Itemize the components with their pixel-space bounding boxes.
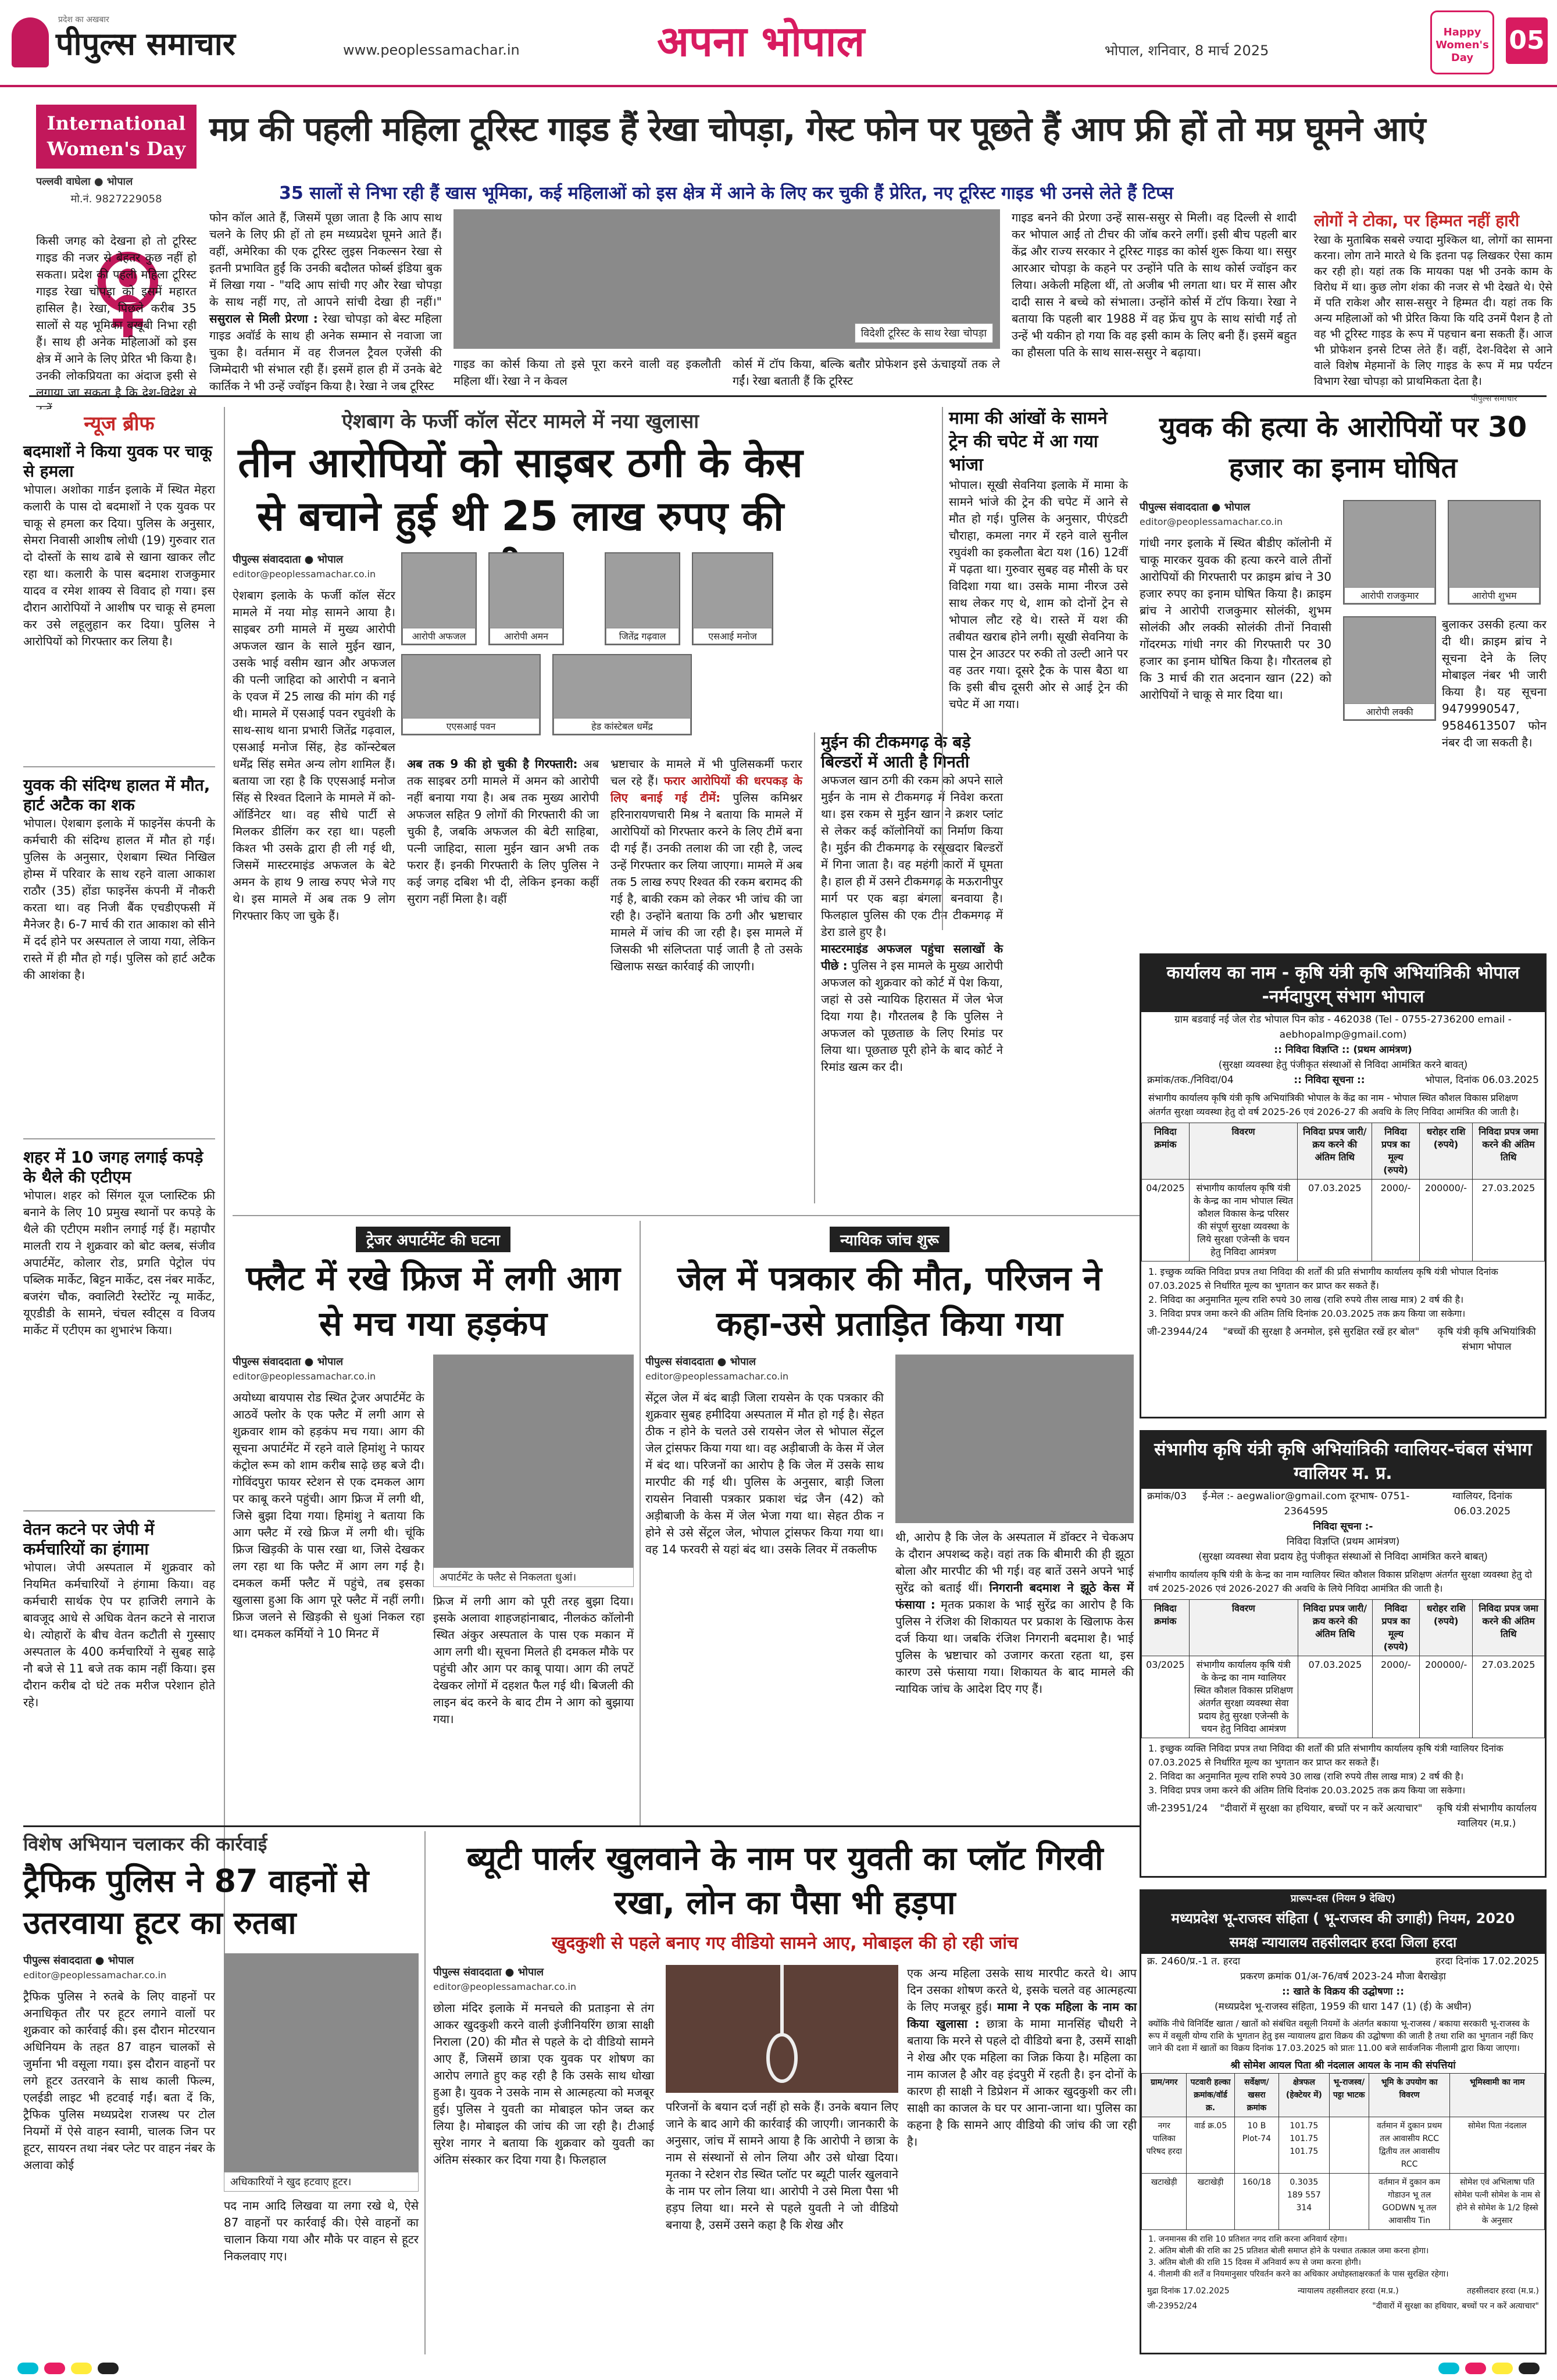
notice-footer-quote: "दीवारों में सुरक्षा का हथियार, बच्चों पर न करें अत्याचार" <box>1220 1803 1423 1814</box>
beauty-col3b-text: छात्रा के मामा मानसिंह चौधरी ने बताया कि मरने से पहले दो वीडियो बना है, उसमें साक्षी ने शेख और एक महिला का जिक्र किया है। महिला का नाम काजल है और वह इंदपुरी में रहती है। इन दोनों के कारण ही साक्षी ने डिप्रेशन में आकर खुदकुशी कर ली। साक्षी का काजल के घर पर आना-जाना था। पुलिस का कहना है कि सामने आए वीडियो की जांच की जा रही है। <box>907 2017 1137 2149</box>
table-row <box>1142 1656 1545 1738</box>
jail-col2-subhead: निगरानी बदमाश ने झूठे केस में फंसाया : <box>895 1581 1134 1611</box>
table-cell <box>1329 2174 1369 2230</box>
notice-address: ग्राम बडवाई नई जेल रोड भोपाल पिन कोड - 462038 (Tel - 0755-2736200 email - aebhopalmp@gmail.com) <box>1174 1014 1512 1041</box>
beauty-col2: परिजनों के बयान दर्ज नहीं हो सके हैं। उनके बयान लिए जाने के बाद आगे की कार्रवाई की जाएगी। जानकारी के अनुसार, जांच में सामने आया है कि आरोपी ने छात्रा के नाम से संस्थानों से लोन लिया और उसे धोखा दिया। मृतका ने स्टेशन रोड स्थित प्लॉट पर ब्यूटी पार्लर खुलवाने के नाम पर लोन लिया था। आरोपी ने उसे मिला पैसा भी हड़प लिया था। मरने से पहले युवती ने जो वीडियो बनाया है, उसमें उसने कहा है कि शेख और <box>666 2100 898 2232</box>
train-head: मामा की आंखों के सामने ट्रेन की चपेट में आ गया भांजा <box>949 408 1108 475</box>
column-rule <box>640 1221 641 1825</box>
beauty-col3 <box>907 1965 1137 2354</box>
wd-col2-text: फोन कॉल आते हैं, जिसमें पूछा जाता है कि आप साथ चलने के लिए फ्री हों तो हम मध्यप्रदेश घूमने आते हैं। वहीं, अमेरिका की एक टूरिस्ट लुइस निकल्सन रेखा से इतनी प्रभावित हुईं कि उनकी बदौलत फोर्ब्स इंडिया बुक में लिखा गया - "यदि आप सांची गए और रेखा चोपड़ा के साथ नहीं गए, तो आपने सांची देखा ही नहीं।" <box>209 210 442 309</box>
fire-mail: editor@peoplessamachar.co.in <box>233 1371 376 1382</box>
wd-col4: गाइड बनने की प्रेरणा उन्हें सास-ससुर से मिली। वह दिल्ली से शादी कर भोपाल आईं तो टीचर की जॉब करने लगीं। इसी बीच पहली बार केंद्र और राज्य सरकार ने टूरिस्ट गाइड का कोर्स शुरू किया था। ससुर आरआर चोपड़ा के कहने पर उन्होंने पति के साथ कोर्स ज्वॉइन कर लिया। अकेली महिला थीं, तो अजीब भी लगता था। घर में सास और दादी सास ने बच्चे को संभाला। उन्होंने कोर्स में टॉप किया। रेखा ने बताया कि पहली बार 1988 में वह फ्रेंच ग्रुप के साथ सांची गईं तो उन्हें भी यकीन हो गया कि वह इसी काम के लिए बनी हैं। इसमें बहुत का हौसला पति के साथ सास-ससुर ने बढ़ाया। <box>1012 210 1297 359</box>
column-rule <box>424 1831 426 2354</box>
table-header: ग्राम/नगर <box>1142 2074 1187 2117</box>
fire-headline: फ्लैट में रखे फ्रिज में लगी आग से मच गया हड़कंप <box>246 1259 620 1343</box>
jail-col2-text: थी, आरोप है कि जेल के अस्पताल में डॉक्टर ने चेकअप के दौरान अपशब्द कहे। वहां तक कि बीमारी की ही झूठा बोला और मारपीट की भी गई। वह बातें उसने अपने भाई सुरेंद्र को बताई थीं। <box>895 1530 1134 1595</box>
notice-term: 2. निविदा का अनुमानित मूल्य राशि रुपये 30 लाख (राशि रुपये तीस लाख मात्र) 2 वर्ष की है। <box>1148 1294 1464 1305</box>
traffic-photo <box>224 1953 419 2192</box>
notice-term: 1. इच्छुक व्यक्ति निविदा प्रपत्र तथा निविदा की शर्तों की प्रति संभागीय कार्यालय कृषि यंत्री भोपाल दिनांक 07.03.2025 से निर्धारित मूल्य का भुगतान कर प्राप्त कर सकते हैं। <box>1148 1266 1498 1291</box>
cyber-photo-strip <box>401 552 808 744</box>
wd-headline: मप्र की पहली महिला टूरिस्ट गाइड हैं रेखा चोपड़ा, गेस्ट फोन पर पूछते हैं आप फ्री हों तो मप्र घूमने आएं <box>209 109 1426 149</box>
table-cell: 27.03.2025 <box>1473 1180 1545 1262</box>
reward-text: गांधी नगर इलाके में स्थित बीडीए कॉलोनी में चाकू मारकर युवक की हत्या करने वाले तीनों आरोपियों की गिरफ्तारी पर क्राइम ब्रांच ने 30 हजार रुपए का इनाम घोषित किया है। क्राइम ब्रांच ने आरोपी राजकुमार सोलंकी, शुभम सोलंकी और लक्की सोलंकी तीनों निवासी गोंदरमऊ गांधी नगर की गिरफ्तारी पर 30 हजार का इनाम घोषित किया है। गौरतलब हो कि 3 मार्च की रात अदनान खान (22) को आरोपियों ने चाकू से मार दिया था। <box>1140 536 1331 702</box>
wd-photo-caption: विदेशी टूरिस्ट के साथ रेखा चोपड़ा <box>855 323 993 343</box>
newspaper-logo[interactable] <box>12 14 326 72</box>
masthead <box>0 0 1557 87</box>
notice-footer-2 <box>1141 2299 1545 2314</box>
table-cell: 10 B Plot-74 <box>1234 2117 1279 2174</box>
table-header: निविदा प्रपत्र जारी/क्रय करने की अंतिम तिथि <box>1298 1600 1373 1656</box>
traffic-mail: editor@peoplessamachar.co.in <box>23 1970 167 1981</box>
notice-term: 1. जनमानस की राशि 10 प्रतिशत नगद राशि करना अनिवार्य रहेगा। <box>1148 2235 1348 2244</box>
photo-caption: आरोपी राजकुमार <box>1344 587 1435 603</box>
notice-title2: समक्ष न्यायालय तहसीलदार हरदा जिला हरदा <box>1141 1930 1545 1954</box>
officer-photo <box>401 654 541 735</box>
table-header-row <box>1142 1123 1545 1180</box>
cyber-col1: ऐशबाग इलाके के फर्जी कॉल सेंटर मामले में नया मोड़ सामने आया है। साइबर ठगी मामले में मुख्य आरोपी अफजल खान के साले मुईन खान, उसके भाई वसीम खान और अफजल की पत्नी जाहिदा को आरोपी न बनाने के एवज में 25 लाख की मांग की गई थी। मामले में एसआई पवन रघुवंशी के साथ-साथ थाना प्रभारी जितेंद्र गढ़वाल, एसआई मनोज सिंह, हेड कॉन्स्टेबल धर्मेंद्र सिंह समेत अन्य लोग शामिल हैं। बताया जा रहा है कि एएसआई मनोज सिंह से रिश्वत दिलाने के मामले में को-ऑर्डिनेटर था। वह सीधे पार्टी से मिलकर डीलिंग कर रहा था। पहली किश्त भी उसके द्वारा ही ली गई थी, जिसमें मास्टरमाइंड अफजल के बेटे अमन के हाथ 9 लाख रुपए भेजे गए थे। इस मामले में अब तक 9 लोग गिरफ्तार किए जा चुके हैं। <box>233 588 395 923</box>
registration-mark <box>1465 2363 1486 2374</box>
accused-photo <box>1343 616 1436 721</box>
news-brief-text: भोपाल। जेपी अस्पताल में शुक्रवार को नियमित कर्मचारियों ने हंगामा किया। वह कर्मचारी सार्थक ऐप पर हाजिरी लगाने के बावजूद आधे से अधिक वेतन कटने से नाराज थे। त्योहारों के बीच वेतन कटौती से गुस्साए अस्पताल के 400 कर्मचारियों ने सुबह साढ़े नौ बजे से 11 बजे तक काम नहीं किया। इस दौरान करीब दो घंटे तक मरीज परेशान होते रहे। <box>23 1560 215 1709</box>
cyber-col2-text: अब तक साइबर ठगी मामले में अमन को आरोपी नहीं बनाया गया है। अब तक मुख्य आरोपी अफजल सहित 9 लोगों की गिरफ्तारी की जा चुकी है, जबकि अफजल की बेटी साहिबा, पत्नी जाहिदा, साला मुईन खान अभी तक फरार हैं। इनकी गिरफ्तारी के लिए पुलिस ने कई जगह दबिश भी दी, लेकिन इनका कहीं सुराग नहीं मिला है। वहीं <box>407 757 599 906</box>
fire-byline: पीपुल्स संवाददाता ● भोपाल <box>233 1356 344 1368</box>
traffic-col1: ट्रैफिक पुलिस ने रुतबे के लिए वाहनों पर अनाधिकृत तौर पर हूटर लगाने वालों पर शुक्रवार को कार्रवाई की। इस दौरान मोटरयान अधिनियम के तहत 87 वाहन चालकों से जुर्माना भी वसूला गया। इस दौरान वाहनों पर लगे हूटर उतरवाने के साथ काली फिल्म, एलईडी लाइट भी हटवाई गईं। बता दें कि, ट्रैफिक पुलिस मध्यप्रदेश राजस्थ पर टोल नियमों में ऐसे वाहन स्वामी, चालक जिन पर हूटर, सायरन तथा नंबर प्लेट पर वाहन नंबर के अलावा कोई <box>23 1989 215 2172</box>
table-header: भूमिस्वामी का नाम <box>1450 2074 1545 2117</box>
table-cell: सोमेश पिता नंदलाल <box>1450 2117 1545 2174</box>
muin-subtext: पुलिस ने इस मामले के मुख्य आरोपी अफजल को शुक्रवार को कोर्ट में पेश किया, जहां से उसे न्यायिक हिरासत में जेल भेज दिया गया है। गौरतलब है कि पुलिस ने अफजल को पूछताछ के लिए रिमांड पर लिया था। पूछताछ पूरी होने के बाद कोर्ट ने रिमांड खत्म कर दी। <box>821 959 1004 1074</box>
beauty-col3-subhead: मामा ने एक महिला के नाम का किया खुलासा : <box>907 2000 1137 2031</box>
notice-date: हरदा दिनांक 17.02.2025 <box>1435 1956 1539 1967</box>
registration-mark <box>1492 2363 1513 2374</box>
table-cell: नगर पालिका परिषद हरदा <box>1142 2117 1187 2174</box>
news-brief-head: शहर में 10 जगह लगाई कपड़े के थैले की एटीएम <box>23 1148 203 1187</box>
table-header-row <box>1142 2074 1545 2117</box>
beauty-photo <box>666 1965 898 2093</box>
notice-line1: निविदा सूचना :- <box>1313 1521 1373 1532</box>
traffic-byline: पीपुल्स संवाददाता ● भोपाल <box>23 1954 134 1967</box>
train-story <box>942 407 1128 930</box>
officer-photo <box>552 654 692 735</box>
wd-credit: पीपुल्स समाचार <box>1471 394 1517 403</box>
reward-headline: युवक की हत्या के आरोपियों पर 30 हजार का इनाम घोषित <box>1159 411 1527 484</box>
table-cell: 03/2025 <box>1142 1656 1190 1738</box>
notice-intro: संभागीय कार्यालय कृषि यंत्री कृषि अभियांत्रिकी भोपाल के केंद्र का नाम - भोपाल स्थित कौशल विकास प्रशिक्षण अंतर्गत सुरक्षा व्यवस्था हेतु दो वर्ष 2025-26 एवं 2026-27 की अवधि के लिए निविदा आमंत्रित की जाती है। <box>1148 1092 1519 1117</box>
notice-terms <box>1141 2230 1545 2283</box>
notice-sub: (मध्यप्रदेश भू-राजस्व संहिता, 1959 की धारा 147 (1) (ई) के अधीन) <box>1215 2001 1472 2013</box>
news-brief-head: वेतन कटने पर जेपी में कर्मचारियों का हंगामा <box>23 1520 155 1559</box>
notice-heading: :: खाते के विक्रय की उद्घोषणा :: <box>1282 1986 1404 1997</box>
site-url[interactable]: www.peoplessamachar.in <box>343 42 520 58</box>
table-header: विवरण <box>1189 1600 1298 1656</box>
notice-footer-ref: जी-23952/24 <box>1147 2302 1198 2311</box>
table-cell: वर्तमान में दुकान कम गोडाउन भू तल GODWN भू तल आवासीय Tin <box>1369 2174 1449 2230</box>
muin-sub <box>821 941 1003 1075</box>
notice-term: 1. इच्छुक व्यक्ति निविदा प्रपत्र तथा निविदा की शर्तों की प्रति संभागीय कार्यालय कृषि यंत्री ग्वालियर दिनांक 07.03.2025 से निर्धारित मूल्य का भुगतान कर प्राप्त कर सकते हैं। <box>1148 1743 1504 1768</box>
muin-text: अफजल खान ठगी की रकम को अपने साले मुईन के नाम से टीकमगढ़ में निवेश करता था। इस रकम से मुईन खान ने क्रशर प्लांट से लेकर कई कॉलोनियों का निर्माण किया है। मुईन की टीकमगढ़ के रसूखदार बिल्डरों में गिना जाता है। वह महंगी कारों में घूमता है। हाल ही में उसने टीकमगढ़ के मऊरानीपुर मार्ग पर एक बड़ा बंगला बनवाया है। फिलहाल पुलिस की एक टीम टीकमगढ़ में डेरा डाले हुए है। <box>821 773 1003 939</box>
section-divider <box>233 1215 1140 1216</box>
jail-photo <box>895 1355 1134 1523</box>
wd-col1: किसी जगह को देखना हो तो टूरिस्ट गाइड की नजर से बेहतर कुछ नहीं हो सकता। प्रदेश की पहली महिला टूरिस्ट गाइड रेखा चोपड़ा को इसमें महारत हासिल है। रेखा, पिछले करीब 35 सालों से यह भूमिका बखूबी निभा रही हैं। साथ ही अनेक महिलाओं को इस क्षेत्र में आने के लिए प्रेरित भी किया है। उनकी लोकप्रियता का अंदाज इसी से लगाया जा सकता है कि देश-विदेश से <box>36 234 197 399</box>
news-brief-head: युवक की संदिग्ध हालत में मौत, हार्ट अटैक का शक <box>23 776 210 814</box>
table-cell: सोमेश एवं अभिलाषा पति सोमेश पत्नी सोमेश के नाम से होने से सोमेश के 1/2 हिस्से के अनुसार <box>1450 2174 1545 2230</box>
table-header: भूमि के उपयोग का विवरण <box>1369 2074 1449 2117</box>
cyber-byline: पीपुल्स संवाददाता ● भोपाल <box>233 553 344 566</box>
cyber-col3-subhead: फरार आरोपियों की धरपकड़ के लिए बनाई गई टीमें: <box>610 774 803 805</box>
table-header: पटवारी हल्का क्रमांक/वॉर्ड क्र. <box>1187 2074 1234 2117</box>
fire-kicker-wrap <box>233 1227 634 1252</box>
wd-under-photo-2: कोर्स में टॉप किया, बल्कि बतौर प्रोफेशन इसे ऊंचाइयों तक ले गईं। रेखा बताती हैं कि टूरिस्ट <box>733 357 1000 388</box>
table-cell: संभागीय कार्यालय कृषि यंत्री के केन्द्र का नाम भोपाल स्थित कौशल विकास केन्द्र परिसर की संपूर्ण सुरक्षा व्यवस्था के लिये सुरक्षा एजेन्सी के चयन हेतु निविदा आमंत्रण <box>1189 1180 1298 1262</box>
jail-headline: जेल में पत्रकार की मौत, परिजन ने कहा-उसे प्रताड़ित किया गया <box>677 1259 1102 1343</box>
notice-sign2: तहसीलदार हरदा (म.प्र.) <box>1466 2286 1539 2296</box>
photo-caption: एएसआई पवन <box>402 718 540 734</box>
notice-table <box>1141 1599 1545 1738</box>
photo-caption: आरोपी लक्की <box>1344 703 1435 720</box>
notice-footer-ref: जी-23951/24 <box>1147 1803 1208 1814</box>
table-cell: 101.75 101.75 101.75 <box>1279 2117 1329 2174</box>
table-cell: वर्तमान में दुकान प्रथम तल आवासीय RCC द्वितीय तल आवासीय RCC <box>1369 2117 1449 2174</box>
notice-signature: कृषि यंत्री कृषि अभियांत्रिकी संभाग भोपाल <box>1437 1326 1536 1353</box>
photo-caption: आरोपी अफजल <box>402 628 476 644</box>
beauty-byline: पीपुल्स संवाददाता ● भोपाल <box>433 1966 544 1978</box>
table-cell: वार्ड क्र.05 <box>1187 2117 1234 2174</box>
dateline: भोपाल, शनिवार, 8 मार्च 2025 <box>1105 42 1269 59</box>
news-brief-text: भोपाल। अशोका गार्डन इलाके में स्थित मेहरा कलारी के पास दो बदमाशों ने एक युवक पर चाकू से हमला कर दिया। पुलिस के अनुसार, सेमरा निवासी आशीष लोधी (19) गुरुवार रात दो दोस्तों के साथ ढाबे से खाना खाकर लौट रहा था। कलारी के पास बदमाश राजकुमार यादव व रमेश शाक्य से विवाद हो गया। इस दौरान आरोपियों ने आशीष पर चाकू से हमला कर उसे लहूलुहान कर दिया। पुलिस ने आरोपियों को गिरफ्तार कर लिया है। <box>23 483 215 648</box>
reward-mail: editor@peoplessamachar.co.in <box>1140 516 1283 527</box>
table-header: निविदा प्रपत्र जारी/क्रय करने की अंतिम तिथि <box>1298 1123 1372 1180</box>
notice-date: भोपाल, दिनांक 06.03.2025 <box>1425 1074 1539 1086</box>
jail-col2 <box>895 1529 1134 1820</box>
news-brief-item <box>23 1139 215 1511</box>
cyber-headline: तीन आरोपियों को साइबर ठगी के केस से बचाने हुई थी 25 लाख रुपए की <box>238 439 803 540</box>
notice-title-top: प्रारूप-दस (नियम 9 देखिए) <box>1141 1891 1545 1906</box>
notice-term: 2. अंतिम बोली की राशि का 25 प्रतिशत बोली समाप्त होने के पश्चात तत्काल जमा करना होगा। <box>1148 2246 1429 2256</box>
traffic-photo-caption: अधिकारियों ने खुद हटवाए हूटर। <box>224 2172 419 2192</box>
notice-date: ग्वालियर, दिनांक 06.03.2025 <box>1452 1491 1512 1517</box>
registration-mark <box>1519 2363 1540 2374</box>
notice-ref: क्र. 2460/प्र.-1 त. हरदा <box>1147 1956 1241 1967</box>
cyber-col2 <box>407 756 599 1203</box>
table-header: विवरण <box>1189 1123 1298 1180</box>
beauty-col3-text: एक अन्य महिला उसके साथ मारपीट करते थे। आप दिन उसका शोषण करते थे, इसके चलते वह आत्महत्या के लिए मजबूर हुई। <box>907 1966 1137 2014</box>
notice-footer <box>1141 2283 1545 2299</box>
officer-photo <box>605 552 680 645</box>
photo-caption: आरोपी अमन <box>490 628 563 644</box>
jail-kicker: न्यायिक जांच शुरू <box>830 1227 949 1252</box>
table-header: निविदा क्रमांक <box>1142 1600 1190 1656</box>
notice-terms <box>1141 1262 1545 1324</box>
wd-photo <box>453 209 1000 349</box>
table-header: क्षेत्रफल (हेक्टेयर में) <box>1279 2074 1329 2117</box>
cyber-col3b-text: पुलिस कमिश्नर हरिनारायणचारी मिश्र ने बताया कि मामले में आरोपियों को गिरफ्तार करने के लिए टीमें बना दी गई हैं। उनकी तलाश की जा रही है, जल्द उन्हें गिरफ्तार कर लिया जाएगा। मामले में अब तक 5 लाख रुपए रिश्वत की रकम बरामद की गई है, बाकी रकम को लेकर भी जांच की जा रही है। उन्होंने बताया कि ठगी और भ्रष्टाचार मामले में जांच की जा रही है। इस मामले में जिसकी भी संलिप्तता पाई जाती है तो उसके खिलाफ सख्त कार्रवाई की जाएगी। <box>610 791 803 973</box>
table-cell <box>1329 2117 1369 2174</box>
notice-term: 4. नीलामी की शर्तें व नियमानुसार परिवर्तन करने का अधिकार अधोहस्ताक्षरकर्ता के पास सुरक्षित रहेगा। <box>1148 2270 1449 2279</box>
notice-term: 2. निविदा का अनुमानित मूल्य राशि रुपये 30 लाख (राशि रुपये तीस लाख मात्र) 2 वर्ष की है। <box>1148 1771 1464 1782</box>
cyber-kicker: ऐशबाग के फर्जी कॉल सेंटर मामले में नया खुलासा <box>341 410 699 433</box>
table-header-row <box>1142 1600 1545 1656</box>
notice-title: मध्यप्रदेश भू-राजस्व संहिता ( भू-राजस्व की उगाही) नियम, 2020 <box>1141 1906 1545 1930</box>
officer-photo <box>692 552 773 645</box>
notice-signature: कृषि यंत्री संभागीय कार्यालय ग्वालियर (म.प्र.) <box>1437 1803 1537 1829</box>
registration-mark <box>98 2363 119 2374</box>
notice-table <box>1141 1123 1545 1262</box>
table-cell: 2000/- <box>1372 1656 1419 1738</box>
registration-mark <box>17 2363 38 2374</box>
table-row <box>1142 2174 1545 2230</box>
tender-notice-bhopal <box>1140 953 1547 1418</box>
section-divider <box>23 1825 1140 1827</box>
notice-ref: क्रमांक/तक./निविदा/04 <box>1147 1074 1234 1086</box>
photo-caption: एसआई मनोज <box>693 628 772 644</box>
news-brief-head: बदमाशों ने किया युवक पर चाकू से हमला <box>23 442 212 481</box>
cyber-col3-text: भ्रष्टाचार के मामले में भी पुलिसकर्मी फरार चल रहे हैं। <box>610 757 802 788</box>
muin-subhead: मास्टरमाइंड अफजल पहुंचा सलाखों के पीछे : <box>821 942 1003 973</box>
table-cell: 200000/- <box>1420 1656 1473 1738</box>
fire-col1: अयोध्या बायपास रोड स्थित ट्रेजर अपार्टमेंट के आठवें फ्लोर के एक फ्लैट में लगी आग से शुक्रवार शाम को हड़कंप मच गया। आग की सूचना अपार्टमेंट में रहने वाले हिमांशु ने फायर कंट्रोल रूम को शाम करीब साढ़े छह बजे दी। गोविंदपुरा फायर स्टेशन से एक दमकल आग पर काबू करने पहुंची। आग फ्रिज में लगी थी, जिसे बुझा दिया गया। हिमांशु ने बताया कि आग फ्लैट में रखे फ्रिज में लगी थी। चूंकि फ्रिज खिड़की के पास रखा था, जिसे देखकर लग रहा था कि फ्लैट में आग लग गई है। दमकल कर्मी फ्लैट में पहुंचे, तब इसका खुलासा हुआ कि आग पूरे फ्लैट में नहीं लगी। फ्रिज जलने से खिड़की से धुआं निकल रहा था। दमकल कर्मियों ने 10 मिनट में <box>233 1391 424 1641</box>
cyber-col3 <box>610 756 802 1203</box>
table-row <box>1142 1180 1545 1262</box>
table-header: निविदा प्रपत्र का मूल्य (रुपये) <box>1372 1123 1420 1180</box>
table-cell: 07.03.2025 <box>1298 1656 1373 1738</box>
wd-under-photo-1: गाइड का कोर्स किया तो इसे पूरा करने वाली वह इकलौती महिला थीं। रेखा ने न केवल <box>453 357 721 388</box>
jail-byline: पीपुल्स संवाददाता ● भोपाल <box>645 1356 756 1368</box>
fire-photo-caption: अपार्टमेंट के फ्लैट से निकलता धुआं। <box>433 1567 634 1587</box>
noose-icon <box>765 1965 799 2093</box>
table-row <box>1142 2117 1545 2174</box>
cyber-mail: editor@peoplessamachar.co.in <box>233 569 376 580</box>
wd-side-text: रेखा के मुताबिक सबसे ज्यादा मुश्किल था, लोगों का सामना करना। लोग ताने मारते थे कि इतना पढ़ लिखकर ऐसा काम कर रही हो। यहां तक कि मायका पक्ष भी उनके काम के विरोध में था। कुछ लोग शंका की नजर से भी देखते थे। ऐसे में पति राकेश और सास-ससुर ने हिम्मत दी। यहां तक कि अन्य महिलाओं को भी प्रेरित किया कि यदि उनमें पैशन है तो वह भी टूरिस्ट गाइड के रूप में पहचान बना सकती हैं। आज भी प्रोफेशन इनसे टिप्स लेते हैं। वहीं, देश-विदेश से आने वाले विशेष मेहमानों के लिए गाइड के रूप में मप्र पर्यटन विभाग रेखा चोपड़ा को प्राथमिकता देता है। <box>1314 234 1552 388</box>
section-divider <box>29 395 1547 397</box>
accused-photo <box>1448 500 1541 605</box>
notice-intro: संभागीय कार्यालय कृषि यंत्री के केन्द्र का नाम ग्वालियर स्थित कौशल विकास प्रशिक्षण अंतर्गत सुरक्षा व्यवस्था हेतु दो वर्ष 2025-2026 एवं 2026-2027 की अवधि के लिये निविदा आमंत्रित की जाती है। <box>1148 1569 1533 1594</box>
news-brief-item <box>23 1511 215 1860</box>
notice-line3: (सुरक्षा व्यवस्था सेवा प्रदाय हेतु पंजीकृत संस्थाओं से निविदा आमंत्रित करने बाबत्) <box>1198 1551 1488 1563</box>
photo-caption: जितेंद्र गढ़वाल <box>606 628 679 644</box>
notice-term: 3. अंतिम बोली की राशि 15 दिवस में अनिवार्य रूप से जमा करना होगी। <box>1148 2258 1362 2267</box>
table-header: सर्वेक्षण/खसरा क्रमांक <box>1234 2074 1279 2117</box>
notice-intro: क्योंकि नीचे विनिर्दिष्ट खाता / खातों को संबंधित वसूली नियमों के अंतर्गत बकाया भू-राजस्व / बकाया सरकारी भू-राजस्व के रूप में वसूली योग्य राशि के भुगतान हेतु इस न्यायालय द्वारा विक्रय की उद्घोषणा की जाती है तथा राशि का भुगतान नहीं किए जाने की दशा में खातों का विक्रय दिनांक 17.03.2025 को प्रातः 11.00 बजे सार्वजनिक नीलामी द्वारा किया जाएगा। <box>1148 2018 1534 2053</box>
train-text: भोपाल। सूखी सेवनिया इलाके में मामा के सामने भांजे की ट्रेन की चपेट में आने से मौत हो गई। पुलिस के अनुसार, पीएंडटी चौराहा, कमला नगर में रहने वाले सुनील रघुवंशी का इकलौता बेटा यश (16) 12वीं में पढ़ता था। गुरुवार सुबह वह मौसी के घर विदिशा गया था। उसके मामा नीरज उसे साथ लेकर गए थे, शाम को दोनों ट्रेन से भोपाल लौट रहे थे। रास्ते में यश की तबीयत खराब होने लगी। सूखी सेवनिया के पास ट्रेन आउटर पर रुकी तो उल्टी आने पर वह उतर गया। दूसरे ट्रैक के पास बैठा था कि इसी बीच दूसरी ओर से आई ट्रेन की चपेट में आ गया। <box>949 478 1128 711</box>
tender-notice-gwalior <box>1140 1430 1547 1878</box>
traffic-headline: ट्रैफिक पुलिस ने 87 वाहनों से उतरवाया हूटर का रुतबा <box>23 1863 369 1941</box>
news-brief-item <box>23 767 215 1139</box>
notice-ref-row <box>1141 1489 1545 1519</box>
wd-phone: मो.नं. 9827229058 <box>70 193 162 205</box>
traffic-kicker: विशेष अभियान चलाकर की कार्रवाई <box>23 1833 267 1855</box>
table-header: धरोहर राशि (रुपये) <box>1420 1600 1473 1656</box>
news-brief-list <box>23 442 215 1860</box>
notice-contact: ई-मेल :- aegwalior@gmail.com दूरभाष- 0751-2364595 <box>1202 1491 1410 1517</box>
table-cell: खटाखेड़ी <box>1142 2174 1187 2230</box>
traffic-col2: पद नाम आदि लिखवा या लगा रखे थे, ऐसे 87 वाहनों पर कार्रवाई की। ऐसे वाहनों का चालान किया गया और मौके पर वाहन से हूटर निकलवाए गए। <box>224 2199 419 2263</box>
jail-kicker-wrap <box>645 1227 1134 1252</box>
news-brief-title: न्यूज ब्रीफ <box>23 409 215 436</box>
notice-line2: (सुरक्षा व्यवस्था हेतु पंजीकृत संस्थाओं से निविदा आमंत्रित करने बावत्) <box>1218 1059 1468 1071</box>
cyber-col2-subhead: अब तक 9 की हो चुकी है गिरफ्तारी: <box>407 757 578 771</box>
notice-owner: श्री सोमेश आयल पिता श्री नंदलाल आयल के नाम की संपत्तियां <box>1230 2060 1456 2071</box>
table-header: निविदा प्रपत्र का मूल्य (रुपये) <box>1372 1600 1419 1656</box>
land-auction-notice <box>1140 1889 1547 2354</box>
notice-footer-left: मुद्रा दिनांक 17.02.2025 <box>1147 2286 1230 2296</box>
registration-mark <box>71 2363 92 2374</box>
table-cell: 04/2025 <box>1142 1180 1190 1262</box>
reward-byline: पीपुल्स संवाददाता ● भोपाल <box>1140 501 1251 513</box>
accused-photo <box>1343 500 1436 605</box>
fire-kicker: ट्रेजर अपार्टमेंट की घटना <box>356 1227 510 1252</box>
photo-caption: हेड कांस्टेबल धर्मेंद्र <box>553 718 691 734</box>
notice-label: :: निविदा सूचना :: <box>1294 1074 1365 1086</box>
notice-footer <box>1141 1801 1545 1831</box>
notice-case-no: प्रकरण क्रमांक 01/अ-76/वर्ष 2023-24 मौजा बैराखेड़ा <box>1240 1971 1446 1982</box>
page-number: 05 <box>1506 17 1548 64</box>
notice-footer <box>1141 1324 1545 1355</box>
table-cell: 0.3035 189 557 314 <box>1279 2174 1329 2230</box>
reward-text2: बुलाकर उसकी हत्या कर दी थी। क्राइम ब्रांच ने सूचना देने के लिए मोबाइल नंबर भी जारी किया है। यह सूचना 9479990547, 9584613507 फोन नंबर दी जा सकती है। <box>1442 617 1547 749</box>
wd-byline: पल्लवी वाघेला ● भोपाल <box>36 176 133 188</box>
registration-mark <box>44 2363 65 2374</box>
table-header: निविदा प्रपत्र जमा करने की अंतिम तिथि <box>1473 1123 1545 1180</box>
beauty-subheadline: खुदकुशी से पहले बनाए गए वीडियो सामने आए, मोबाइल की हो रही जांच <box>551 1933 1019 1953</box>
wd-side-head: लोगों ने टोका, पर हिम्मत नहीं हारी <box>1314 211 1520 230</box>
news-brief-text: भोपाल। ऐशबाग इलाके में फाइनेंस कंपनी के कर्मचारी की संदिग्ध हालत में मौत हो गई। पुलिस के अनुसार, ऐशबाग स्थित निखिल होम्स में परिवार के साथ रहने वाला आकाश राठौर (35) होंडा फाइनेंस कंपनी में नौकरी करता था। वह निजी बैंक एचडीएफसी में मैनेजर है। 6-7 मार्च की रात आकाश को सीने में दर्द होने पर अस्पताल ले जाया गया, लेकिन रास्ते में ही मौत हो गई। पुलिस को हार्ट अटैक की आशंका है। <box>23 816 215 982</box>
beauty-col1: छोला मंदिर इलाके में मनचले की प्रताड़ना से तंग आकर खुदकुशी करने वाली इंजीनियरिंग छात्रा साक्षी निराला (20) की मौत से पहले के दो वीडियो सामने आए हैं, जिसमें छात्रा एक युवक पर शोषण का आरोप लगाते हुए कह रही है कि उसके साथ धोखा हुआ है। युवक ने उसके नाम से आत्महत्या को मजबूर हुई। पुलिस ने युवती का मोबाइल फोन जब्त कर लिया है। मोबाइल की जांच की जा रही है। टीआई सुरेश नागर ने बताया कि शुक्रवार को युवती का अंतिम संस्कार कर दिया गया है। फिलहाल <box>433 2001 654 2167</box>
table-cell: खटाखेड़ी <box>1187 2174 1234 2230</box>
notice-footer-ref: जी-23944/24 <box>1147 1326 1208 1338</box>
muin-head: मुईन की टीकमगढ़ के बड़े बिल्डरों में आती है गिनती <box>821 732 971 771</box>
registration-mark <box>1438 2363 1459 2374</box>
table-cell: 2000/- <box>1372 1180 1420 1262</box>
accused-photo <box>488 552 564 645</box>
beauty-mail: editor@peoplessamachar.co.in <box>433 1981 577 1992</box>
notice-ref: क्रमांक/03 <box>1147 1491 1187 1502</box>
notice-sign1: न्यायालय तहसीलदार हरदा (म.प्र.) <box>1297 2286 1399 2296</box>
table-cell: 160/18 <box>1234 2174 1279 2230</box>
news-brief-text: भोपाल। शहर को सिंगल यूज प्लास्टिक फ्री बनाने के लिए 10 प्रमुख स्थानों पर कपड़े के थैले की एटीएम मशीन लगाई गई हैं। महापौर मालती राय ने शुक्रवार को बोट क्लब, संजीव अपार्टमेंट, कोलार रोड, प्रगति पेट्रोल पंप पब्लिक मार्केट, बिट्टन मार्केट, दस नंबर मार्केट, बजरंग चौक, क्वालिटी रेस्टोरेंट न्यू मार्केट, यूएडीडी के सामने, चंचल स्वीट्स व विजय मार्केट में एटीएम का शुभारंभ किया। <box>23 1188 215 1337</box>
notice-footer-quote: "बच्चों की सुरक्षा है अनमोल, इसे सुरक्षित रखें हर बोल" <box>1223 1326 1420 1338</box>
table-cell: संभागीय कार्यालय कृषि यंत्री के केन्द्र का नाम ग्वालियर स्थित कौशल विकास प्रशिक्षण अंतर्गत सुरक्षा व्यवस्था सेवा प्रदाय हेतु सुरक्षा एजेन्सी के चयन हेतु निविदा आमंत्रण <box>1189 1656 1298 1738</box>
notice-footer-quote: "दीवारों में सुरक्षा का हथियार, बच्चों पर न करें अत्याचार" <box>1372 2302 1539 2311</box>
notice-line2: निविदा विज्ञप्ति (प्रथम आमंत्रण) <box>1286 1536 1400 1548</box>
womens-day-label: International Women's Day <box>36 105 197 169</box>
wd-subheadline: 35 सालों से निभा रही हैं खास भूमिका, कई महिलाओं को इस क्षेत्र में आने के लिए कर चुकी हैं प्रेरित, नए टूरिस्ट गाइड भी उनसे लेते हैं टिप्स <box>279 183 1173 203</box>
notice-table <box>1141 2073 1545 2230</box>
section-title: अपना भोपाल <box>657 17 865 66</box>
notice-ref-row <box>1141 1073 1545 1088</box>
accused-photo <box>401 552 477 645</box>
photo-caption: आरोपी शुभम <box>1449 587 1540 603</box>
notice-title: कार्यालय का नाम - कृषि यंत्री कृषि अभियांत्रिकी भोपाल -नर्मदापुरम् संभाग भोपाल <box>1141 955 1545 1012</box>
table-header: निविदा प्रपत्र जमा करने की अंतिम तिथि <box>1473 1600 1545 1656</box>
table-cell: 200000/- <box>1419 1180 1472 1262</box>
wd-col2b-text: रेखा चोपड़ा को बेस्ट महिला गाइड अवॉर्ड के साथ ही अनेक सम्मान से नवाजा जा चुका है। वर्तमान में वह रीजनल ट्रैवल एजेंसी की जिम्मेदारी भी संभाल रही हैं। इसमें हाल ही में उनके बेटे कार्तिक ने भी उन्हें ज्वॉइन किया है। रेखा ने जब टूरिस्ट <box>209 312 442 393</box>
jail-col2b-text: मृतक प्रकाश के भाई सुरेंद्र का आरोप है कि पुलिस ने रंजिश की शिकायत पर प्रकाश के खिलाफ केस दर्ज किया था। जबकि रंजिश निगरानी बदमाश है। भाई पुलिस के भ्रष्टाचार को उजागर करता रहता था, इस कारण उसे फंसाया गया। शिकायत के बाद मामले की न्यायिक जांच के आदेश दिए गए हैं। <box>895 1598 1134 1696</box>
logo-text: पीपुल्स समाचार <box>56 26 235 62</box>
table-header: निविदा क्रमांक <box>1142 1123 1190 1180</box>
notice-title: संभागीय कृषि यंत्री कृषि अभियांत्रिकी ग्वालियर-चंबल संभाग ग्वालियर म. प्र. <box>1141 1432 1545 1489</box>
notice-term: 3. निविदा प्रपत्र जमा करने की अंतिम तिथि दिनांक 20.03.2025 तक क्रय किया जा सकेगा। <box>1148 1785 1466 1796</box>
fire-photo <box>433 1355 634 1587</box>
notice-ref-row <box>1141 1954 1545 1969</box>
table-cell: 27.03.2025 <box>1473 1656 1545 1738</box>
logo-tagline: प्रदेश का अखबार <box>58 15 109 24</box>
notice-terms <box>1141 1738 1545 1801</box>
wd-col2-subhead: ससुराल से मिली प्रेरणा : <box>209 312 318 326</box>
beauty-headline: ब्यूटी पार्लर खुलवाने के नाम पर युवती का प्लॉट गिरवी रखा, लोन का पैसा भी हड़पा <box>466 1840 1104 1922</box>
jail-mail: editor@peoplessamachar.co.in <box>645 1371 789 1382</box>
table-header: भू-राजस्व/ पट्टा भाटक <box>1329 2074 1369 2117</box>
news-brief-item <box>23 442 215 767</box>
notice-term: 3. निविदा प्रपत्र जमा करने की अंतिम तिथि दिनांक 20.03.2025 तक क्रय किया जा सकेगा। <box>1148 1308 1466 1319</box>
table-header: धरोहर राशि (रुपये) <box>1419 1123 1472 1180</box>
wd-col2 <box>209 209 442 393</box>
jail-col1: सेंट्रल जेल में बंद बाड़ी जिला रायसेन के एक पत्रकार की शुक्रवार सुबह हमीदिया अस्पताल में मौत हो गई है। सेहत ठीक न होने के चलते उसे रायसेन जेल से भोपाल सेंट्रल जेल ट्रांसफर किया गया था। वह अड़ीबाजी के केस में जेल में बंद था। परिजनों का आरोप है कि जेल में उसके साथ मारपीट की गई थी। पुलिस के अनुसार, बाड़ी जिला रायसेन निवासी पत्रकार प्रकाश चंद्र जैन (42) को अड़ीबाजी के केस में जेल भेजा गया था। सेहत ठीक न होने से उसे सेंट्रल जेल, भोपाल ट्रांसफर किया गया था। वह 14 फरवरी से यहां बंद था। उसके लिवर में तकलीफ <box>645 1391 884 1556</box>
notice-line1: :: निविदा विज्ञप्ति :: (प्रथम आमंत्रण) <box>1274 1044 1412 1056</box>
table-cell: 07.03.2025 <box>1298 1180 1372 1262</box>
fire-col2: फ्रिज में लगी आग को पूरी तरह बुझा दिया। इसके अलावा शाहजहांनाबाद, नीलकंठ कॉलोनी स्थित अंकुर अस्पताल के पास एक मकान में आग लगी थी। सूचना मिलते ही दमकल मौके पर पहुंची और आग पर काबू पाया। आग की लपटें देखकर लोगों में दहशत फैल गई थी। बिजली की लाइन बंद करने के बाद टीम ने आग को बुझाया गया। <box>433 1594 634 1726</box>
logo-figure-icon <box>12 17 49 67</box>
womens-day-badge: Happy Women's Day <box>1430 10 1494 74</box>
